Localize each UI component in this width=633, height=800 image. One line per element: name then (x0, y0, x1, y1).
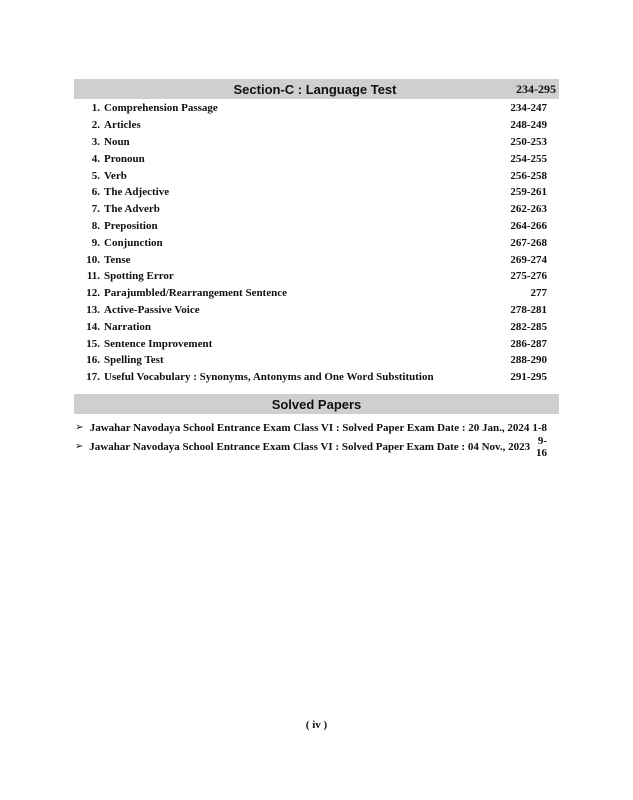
toc-entry[interactable] (74, 234, 559, 251)
toc-entry-pages: 259-261 (510, 186, 547, 199)
toc-entry-title: Pronoun (104, 152, 145, 165)
toc-entry-title: Spotting Error (104, 270, 174, 283)
toc-entry[interactable] (74, 302, 559, 319)
toc-entry-number: 9. (91, 236, 100, 249)
toc-entry-pages: 254-255 (510, 152, 547, 165)
toc-entry-number: 11. (86, 270, 100, 283)
toc-entry-number: 13. (86, 303, 100, 316)
toc-entry[interactable] (74, 251, 559, 268)
toc-entry[interactable] (74, 117, 559, 134)
toc-entry[interactable] (74, 369, 559, 386)
section-c-page-range: 234-295 (516, 81, 556, 96)
toc-entry[interactable] (74, 335, 559, 352)
toc-entry-title: Spelling Test (104, 354, 164, 367)
toc-entry-pages: 234-247 (510, 102, 547, 115)
section-c-title: Section-C : Language Test (233, 81, 397, 97)
toc-entry[interactable] (74, 318, 559, 335)
toc-entry[interactable] (74, 167, 559, 184)
toc-entry-pages: 275-276 (510, 270, 547, 283)
section-c-header (74, 79, 559, 99)
toc-entry-title: Tense (104, 253, 131, 266)
toc-entry-number: 12. (86, 287, 100, 300)
toc-entry[interactable] (74, 352, 559, 369)
toc-entry-pages: 267-268 (510, 236, 547, 249)
toc-entry-title: Useful Vocabulary : Synonyms, Antonyms and One Word Substitution (104, 371, 434, 384)
solved-papers-list (74, 418, 559, 459)
solved-papers-header (74, 394, 559, 414)
toc-entry-pages: 262-263 (510, 203, 547, 216)
toc-entry-number: 3. (91, 135, 100, 148)
toc-entry-title: Verb (104, 169, 127, 182)
toc-entry-pages: 288-290 (510, 354, 547, 367)
solved-paper-pages: 9-16 (536, 434, 547, 459)
page-number: ( iv ) (305, 719, 328, 731)
toc-entry[interactable] (74, 100, 559, 117)
toc-entry-pages: 277 (530, 287, 547, 300)
toc-entry-number: 6. (91, 186, 100, 199)
toc-entry[interactable] (74, 150, 559, 167)
section-c-toc-list (74, 99, 559, 386)
toc-entry-number: 5. (91, 169, 100, 182)
toc-entry-pages: 286-287 (510, 337, 547, 350)
toc-entry-pages: 250-253 (510, 135, 547, 148)
toc-entry-title: Narration (104, 320, 152, 333)
toc-entry-title: Active-Passive Voice (104, 303, 200, 316)
toc-entry[interactable] (74, 218, 559, 235)
toc-entry-number: 17. (86, 371, 100, 384)
toc-entry-pages: 278-281 (510, 303, 547, 316)
toc-entry-title: Comprehension Passage (104, 102, 218, 115)
toc-entry-number: 14. (86, 320, 100, 333)
toc-entry[interactable] (74, 268, 559, 285)
solved-paper-title: Jawahar Navodaya School Entrance Exam Class VI : Solved Paper Exam Date : 20 Jan., 2024 (89, 421, 530, 434)
toc-entry[interactable] (74, 201, 559, 218)
toc-entry-number: 4. (91, 152, 100, 165)
toc-entry-title: Parajumbled/Rearrangement Sentence (104, 287, 287, 300)
arrow-bullet-icon: ➢ (74, 441, 84, 452)
toc-entry-title: Preposition (104, 219, 158, 232)
solved-paper-pages: 1-8 (532, 421, 547, 434)
toc-entry[interactable] (74, 134, 559, 151)
toc-entry-number: 7. (91, 203, 100, 216)
arrow-bullet-icon: ➢ (75, 422, 84, 433)
solved-papers-title: Solved Papers (271, 396, 362, 412)
toc-entry[interactable] (74, 184, 559, 201)
toc-entry-title: The Adjective (104, 186, 170, 199)
toc-entry-title: Sentence Improvement (104, 337, 213, 350)
solved-paper-entry[interactable] (74, 434, 559, 459)
toc-entry-title: Noun (104, 135, 130, 148)
toc-entry-number: 1. (91, 102, 100, 115)
toc-entry-pages: 291-295 (510, 371, 547, 384)
toc-entry-title: The Adverb (104, 203, 160, 216)
toc-entry-pages: 282-285 (510, 320, 547, 333)
solved-paper-title: Jawahar Navodaya School Entrance Exam Class VI : Solved Paper Exam Date : 04 Nov., 2023 (89, 440, 531, 453)
toc-entry-number: 2. (91, 119, 100, 132)
toc-entry-number: 16. (86, 354, 100, 367)
toc-entry[interactable] (74, 285, 559, 302)
solved-paper-entry[interactable] (74, 418, 559, 437)
toc-entry-title: Conjunction (104, 236, 163, 249)
toc-entry-title: Articles (104, 119, 141, 132)
toc-entry-number: 15. (86, 337, 100, 350)
toc-entry-number: 8. (91, 219, 100, 232)
toc-entry-pages: 248-249 (510, 119, 547, 132)
toc-entry-pages: 256-258 (510, 169, 547, 182)
toc-entry-pages: 264-266 (510, 219, 547, 232)
toc-entry-pages: 269-274 (510, 253, 547, 266)
toc-entry-number: 10. (86, 253, 100, 266)
